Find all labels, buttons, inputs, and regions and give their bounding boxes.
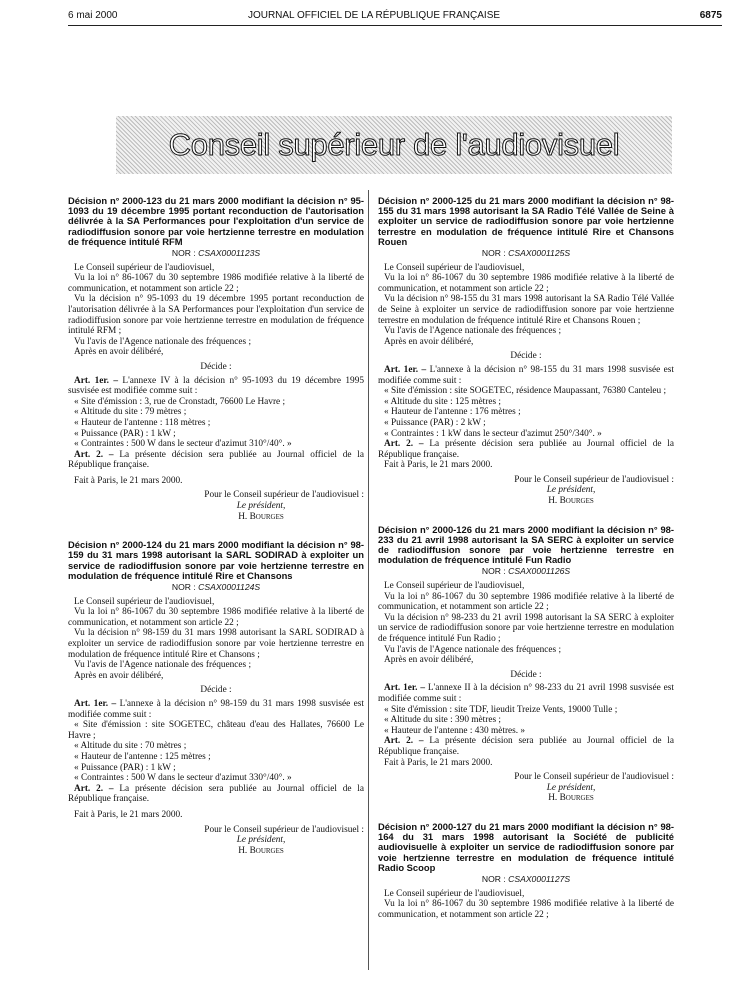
preamble-line: Vu la loi n° 86-1067 du 30 septembre 1986 modifiée relative à la liberté de communication, et notamment son article 22 ; [68, 273, 364, 294]
preamble-line: Vu la décision n° 98-159 du 31 mars 1998 autorisant la SARL SODIRAD à exploiter un service de radiodiffusion sonore par voie hertzienne terrestre en modulation de fréquence intitulé Rire et Chansons ; [68, 628, 364, 660]
nor-line: NOR : CSAX0001127S [481, 873, 571, 884]
signature-name: H. Bourges [548, 496, 594, 507]
annex-line: « Contraintes : 1 kW dans le secteur d'azimut 250°/340°. » [384, 428, 602, 439]
signature-for: Pour le Conseil supérieur de l'audiovisuel : [514, 474, 674, 485]
preamble-line: Le Conseil supérieur de l'audiovisuel, [384, 262, 525, 273]
right-column [378, 196, 674, 920]
preamble-line: Vu la décision n° 98-233 du 21 avril 1998 autorisant la SA SERC à exploiter un service de radiodiffusion sonore par voie hertzienne terrestre en modulation de fréquence intitulé Fun Radio ; [378, 612, 674, 645]
annex-line: « Hauteur de l'antenne : 430 mètres. » [384, 725, 526, 736]
decide-heading: Décide : [200, 361, 232, 372]
column-divider [368, 190, 369, 970]
preamble-line: Vu l'avis de l'Agence nationale des fréquences ; [384, 326, 562, 337]
signature-role: Le président, [236, 501, 286, 512]
decision-2000-126 [378, 525, 674, 804]
signature-name: H. Bourges [238, 845, 284, 856]
preamble-line: Le Conseil supérieur de l'audiovisuel, [384, 581, 525, 592]
header-rule [68, 25, 722, 26]
signature-role: Le président, [546, 485, 596, 496]
preamble-line: Vu l'avis de l'Agence nationale des fréquences ; [74, 660, 252, 671]
decision-title: Décision n° 2000-127 du 21 mars 2000 modifiant la décision n° 98-164 du 31 mars 1998 autorisant la Société de publicité audiovisuelle à exploiter un service de radiodiffusion sonore par voie hertzienne terrestre en modulation de fréquence intitulé Radio Scoop [378, 820, 674, 873]
preamble-line: Vu la loi n° 86-1067 du 30 septembre 1986 modifiée relative à la liberté de communication, et notamment son article 22 ; [378, 591, 674, 613]
article-1: Art. 1er. – L'annexe à la décision n° 98-159 du 31 mars 1998 susvisée est modifiée comme suit : [68, 699, 364, 720]
preamble-line: Après en avoir délibéré, [74, 670, 164, 681]
preamble-line: Vu la loi n° 86-1067 du 30 septembre 1986 modifiée relative à la liberté de communication, et notamment son article 22 ; [378, 273, 674, 294]
preamble-line: Le Conseil supérieur de l'audiovisuel, [74, 262, 215, 273]
annex-line: « Hauteur de l'antenne : 125 mètres ; [74, 751, 211, 762]
annex-line: « Site d'émission : site TDF, lieudit Treize Vents, 19000 Tulle ; [384, 704, 618, 715]
article-1: Art. 1er. – L'annexe II à la décision n° 98-233 du 21 avril 1998 susvisée est modifiée comme suit : [378, 683, 674, 705]
annex-line: « Altitude du site : 79 mètres ; [74, 407, 187, 418]
decide-heading: Décide : [510, 669, 542, 680]
annex-line: « Puissance (PAR) : 1 kW ; [74, 428, 176, 439]
decide-heading: Décide : [510, 351, 542, 362]
decision-title: Décision n° 2000-125 du 21 mars 2000 modifiant la décision n° 98-155 du 31 mars 1998 autorisant la SA Radio Télé Vallée de Seine à exploiter un service de radiodiffusion sonore par voie hertzienne terrestre en modulation de fréquence intitulé Rire et Chansons Rouen [378, 195, 674, 247]
signature-name: H. Bourges [548, 793, 594, 804]
decision-2000-123 [68, 196, 364, 522]
journal-title: JOURNAL OFFICIEL DE LA RÉPUBLIQUE FRANÇAISE [247, 10, 501, 21]
preamble-line: Vu la décision n° 95-1093 du 19 décembre 1995 portant reconduction de l'autorisation délivrée à la SA Performances pour l'exploitation d'un service de radiodiffusion sonore par voie hertzienne terrestre en modulation de fréquence intitulé RFM ; [68, 294, 364, 337]
annex-line: « Contraintes : 500 W dans le secteur d'azimut 310°/40°. » [74, 439, 292, 450]
article-2: Art. 2. – La présente décision sera publiée au Journal officiel de la République française. [378, 439, 675, 460]
annex-line: « Site d'émission : 3, rue de Cronstadt, 76600 Le Havre ; [74, 396, 286, 407]
annex-line: « Hauteur de l'antenne : 118 mètres ; [74, 417, 211, 428]
article-2: Art. 2. – La présente décision sera publiée au Journal officiel de la République française. [68, 449, 365, 471]
decision-2000-127 [378, 822, 674, 920]
annex-line: « Puissance (PAR) : 1 kW ; [74, 762, 176, 773]
decision-2000-124 [68, 540, 364, 856]
done-at: Fait à Paris, le 21 mars 2000. [384, 757, 493, 768]
signature-role: Le président, [546, 782, 596, 793]
signature-for: Pour le Conseil supérieur de l'audiovisuel : [514, 772, 674, 783]
preamble-line: Vu l'avis de l'Agence nationale des fréquences ; [74, 336, 252, 347]
preamble-line: Après en avoir délibéré, [384, 336, 474, 347]
signature-name: H. Bourges [238, 511, 284, 522]
preamble-line: Vu la loi n° 86-1067 du 30 septembre 1986 modifiée relative à la liberté de communication, et notamment son article 22 ; [378, 899, 674, 920]
nor-line: NOR : CSAX0001124S [171, 582, 261, 593]
left-column [68, 196, 364, 856]
decision-2000-125 [378, 196, 674, 507]
issue-date: 6 mai 2000 [68, 10, 118, 21]
done-at: Fait à Paris, le 21 mars 2000. [384, 460, 493, 471]
annex-line: « Site d'émission : site SOGETEC, château d'eau des Hallates, 76600 Le Havre ; [68, 720, 364, 741]
decision-title: Décision n° 2000-123 du 21 mars 2000 modifiant la décision n° 95-1093 du 19 décembre 1995 portant reconduction de l'autorisation délivrée à la SA Performances pour l'exploitation d'un service de radiodiffusion sonore par voie hertzienne terrestre en modulation de fréquence intitulé RFM [68, 195, 364, 247]
preamble-line: Après en avoir délibéré, [74, 347, 164, 358]
nor-line: NOR : CSAX0001123S [171, 248, 261, 259]
decision-title: Décision n° 2000-126 du 21 mars 2000 modifiant la décision n° 98-233 du 21 avril 1998 autorisant la SA SERC à exploiter un service de radiodiffusion sonore par voie hertzienne terrestre en modulation de fréquence intitulé Fun Radio [378, 523, 674, 566]
page-number: 6875 [699, 10, 722, 21]
nor-line: NOR : CSAX0001125S [481, 248, 571, 259]
annex-line: « Contraintes : 500 W dans le secteur d'azimut 330°/40°. » [74, 773, 292, 784]
preamble-line: Le Conseil supérieur de l'audiovisuel, [74, 596, 215, 607]
annex-line: « Site d'émission : site SOGETEC, résidence Maupassant, 76380 Canteleu ; [384, 386, 667, 397]
running-header [0, 10, 748, 24]
section-title: Conseil supérieur de l'audiovisuel [168, 127, 620, 162]
preamble-line: Vu l'avis de l'Agence nationale des fréquences ; [384, 644, 562, 655]
signature-role: Le président, [236, 835, 286, 846]
preamble-line: Vu la loi n° 86-1067 du 30 septembre 1986 modifiée relative à la liberté de communication, et notamment son article 22 ; [68, 607, 364, 628]
preamble-line: Le Conseil supérieur de l'audiovisuel, [384, 888, 525, 899]
decision-title: Décision n° 2000-124 du 21 mars 2000 modifiant la décision n° 98-159 du 31 mars 1998 autorisant la SARL SODIRAD à exploiter un service de radiodiffusion sonore par voie hertzienne terrestre en modulation de fréquence intitulé Rire et Chansons [68, 539, 364, 581]
signature-for: Pour le Conseil supérieur de l'audiovisuel : [204, 490, 364, 501]
decide-heading: Décide : [200, 685, 232, 696]
annex-line: « Puissance (PAR) : 2 kW ; [384, 417, 486, 428]
annex-line: « Altitude du site : 125 mètres ; [384, 396, 501, 407]
annex-line: « Altitude du site : 70 mètres ; [74, 741, 187, 752]
preamble-line: Après en avoir délibéré, [384, 655, 474, 666]
article-2: Art. 2. – La présente décision sera publiée au Journal officiel de la République française. [378, 736, 675, 757]
article-2: Art. 2. – La présente décision sera publiée au Journal officiel de la République française. [68, 783, 365, 805]
article-1: Art. 1er. – L'annexe IV à la décision n° 95-1093 du 19 décembre 1995 susvisée est modifiée comme suit : [68, 375, 365, 397]
article-1: Art. 1er. – L'annexe à la décision n° 98-155 du 31 mars 1998 susvisée est modifiée comme suit : [378, 364, 674, 386]
done-at: Fait à Paris, le 21 mars 2000. [74, 475, 183, 486]
annex-line: « Altitude du site : 390 mètres ; [384, 715, 501, 726]
done-at: Fait à Paris, le 21 mars 2000. [74, 809, 183, 820]
preamble-line: Vu la décision n° 98-155 du 31 mars 1998 autorisant la SA Radio Télé Vallée de Seine à exploiter un service de radiodiffusion sonore par voie hertzienne terrestre en modulation de fréquence intitulé Rire et Chansons Rouen ; [378, 294, 674, 326]
section-banner [116, 116, 672, 174]
nor-line: NOR : CSAX0001126S [481, 566, 571, 577]
annex-line: « Hauteur de l'antenne : 176 mètres ; [384, 407, 521, 418]
signature-for: Pour le Conseil supérieur de l'audiovisuel : [204, 824, 364, 835]
